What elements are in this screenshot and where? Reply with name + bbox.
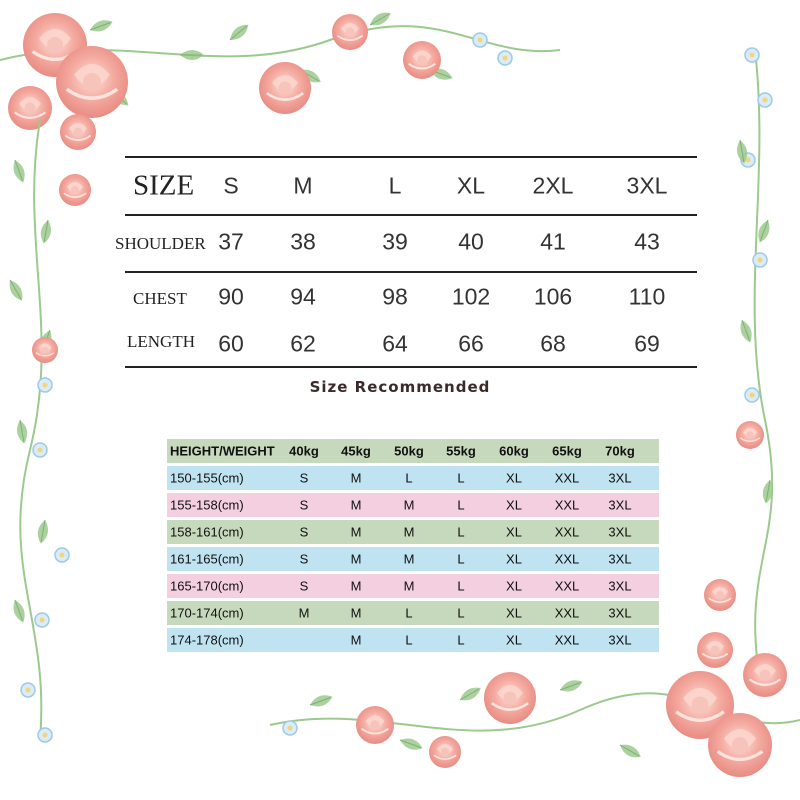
size-cell: 3XL (608, 497, 632, 513)
length-value: 68 (540, 330, 566, 357)
size-cell: M (350, 605, 362, 621)
size-cell: XXL (554, 578, 580, 594)
shoulder-value: 41 (540, 228, 566, 255)
size-cell: M (403, 551, 415, 567)
size-cell: XL (506, 551, 522, 567)
size-cell: XXL (554, 497, 580, 513)
size-header-label: SIZE (133, 169, 195, 202)
size-recommendation-table (167, 439, 659, 655)
size-cell: L (405, 632, 413, 648)
header-weight: 70kg (605, 443, 635, 459)
row-label-length: LENGTH (127, 332, 195, 351)
shoulder-value: 38 (290, 228, 316, 255)
size-cell: M (350, 497, 362, 513)
size-cell: M (403, 524, 415, 540)
row-label-chest: CHEST (133, 289, 187, 308)
size-cell: L (457, 632, 465, 648)
size-recommended-title: Size Recommended (309, 378, 491, 396)
length-value: 69 (634, 330, 660, 357)
size-cell: S (299, 470, 309, 486)
chest-value: 106 (533, 283, 573, 310)
size-cell: 3XL (608, 470, 632, 486)
size-cell: XXL (554, 605, 580, 621)
shoulder-value: 37 (218, 228, 244, 255)
chest-value: 94 (290, 283, 316, 310)
shoulder-value: 39 (382, 228, 408, 255)
table-row (167, 547, 659, 571)
size-cell: L (457, 497, 465, 513)
table-row (167, 466, 659, 490)
size-cell: M (298, 605, 310, 621)
size-cell: XXL (554, 524, 580, 540)
size-cell: XL (506, 632, 522, 648)
size-cell: M (350, 524, 362, 540)
size-cell: L (457, 551, 465, 567)
header-weight: 55kg (446, 443, 476, 459)
size-cell: L (457, 470, 465, 486)
chest-value: 90 (218, 283, 244, 310)
size-cell: M (350, 551, 362, 567)
header-weight: 60kg (499, 443, 529, 459)
height-range: 161-165(cm) (170, 551, 244, 567)
height-range: 155-158(cm) (170, 497, 244, 513)
size-cell: 3XL (608, 524, 632, 540)
size-header-3xl: 3XL (626, 172, 668, 199)
table-row (167, 493, 659, 517)
table-rule (125, 156, 697, 158)
size-header-xl: XL (456, 172, 486, 199)
header-weight: 65kg (552, 443, 582, 459)
chest-value: 110 (628, 283, 666, 310)
size-cell: XL (506, 524, 522, 540)
size-cell: 3XL (608, 605, 632, 621)
height-range: 165-170(cm) (170, 578, 244, 594)
size-cell: XXL (554, 632, 580, 648)
size-cell: XXL (554, 470, 580, 486)
height-range: 174-178(cm) (170, 632, 244, 648)
size-cell: M (350, 632, 362, 648)
row-label-shoulder: SHOULDER (115, 234, 206, 253)
size-cell: M (350, 578, 362, 594)
chest-value: 98 (382, 283, 408, 310)
size-cell: L (405, 605, 413, 621)
size-cell: XL (506, 470, 522, 486)
length-value: 62 (290, 330, 316, 357)
size-chart-table (115, 156, 697, 368)
chest-value: 102 (451, 283, 491, 310)
size-cell: M (350, 470, 362, 486)
length-value: 64 (382, 330, 408, 357)
table-row (167, 601, 659, 625)
length-value: 60 (218, 330, 244, 357)
length-value: 66 (458, 330, 484, 357)
table-rule (125, 214, 697, 216)
header-weight: 50kg (394, 443, 424, 459)
shoulder-value: 43 (634, 228, 660, 255)
header-weight: 40kg (289, 443, 319, 459)
size-cell: XL (506, 497, 522, 513)
size-header-m: M (293, 172, 313, 199)
height-range: 158-161(cm) (170, 524, 244, 540)
size-cell: XL (506, 578, 522, 594)
size-cell: S (299, 524, 309, 540)
table-row (167, 520, 659, 544)
header-height-weight: HEIGHT/WEIGHT (170, 443, 275, 459)
size-cell: L (457, 524, 465, 540)
size-cell: S (299, 578, 309, 594)
table-rule (125, 271, 697, 273)
table-rule (125, 366, 697, 368)
size-cell: M (403, 497, 415, 513)
shoulder-value: 40 (458, 228, 484, 255)
table-row (167, 628, 659, 652)
size-cell: L (457, 605, 465, 621)
size-cell: 3XL (608, 632, 632, 648)
size-cell: 3XL (608, 551, 632, 567)
height-range: 150-155(cm) (170, 470, 244, 486)
size-header-s: S (223, 172, 239, 199)
size-header-l: L (388, 172, 402, 199)
size-cell: S (299, 497, 309, 513)
table-header-row (167, 439, 659, 463)
height-range: 170-174(cm) (170, 605, 244, 621)
size-cell: S (299, 551, 309, 567)
size-cell: M (403, 578, 415, 594)
table-row (167, 574, 659, 598)
size-cell: L (405, 470, 413, 486)
size-cell: L (457, 578, 465, 594)
size-cell: 3XL (608, 578, 632, 594)
size-header-2xl: 2XL (532, 172, 574, 199)
header-weight: 45kg (341, 443, 371, 459)
size-cell: XXL (554, 551, 580, 567)
size-cell: XL (506, 605, 522, 621)
